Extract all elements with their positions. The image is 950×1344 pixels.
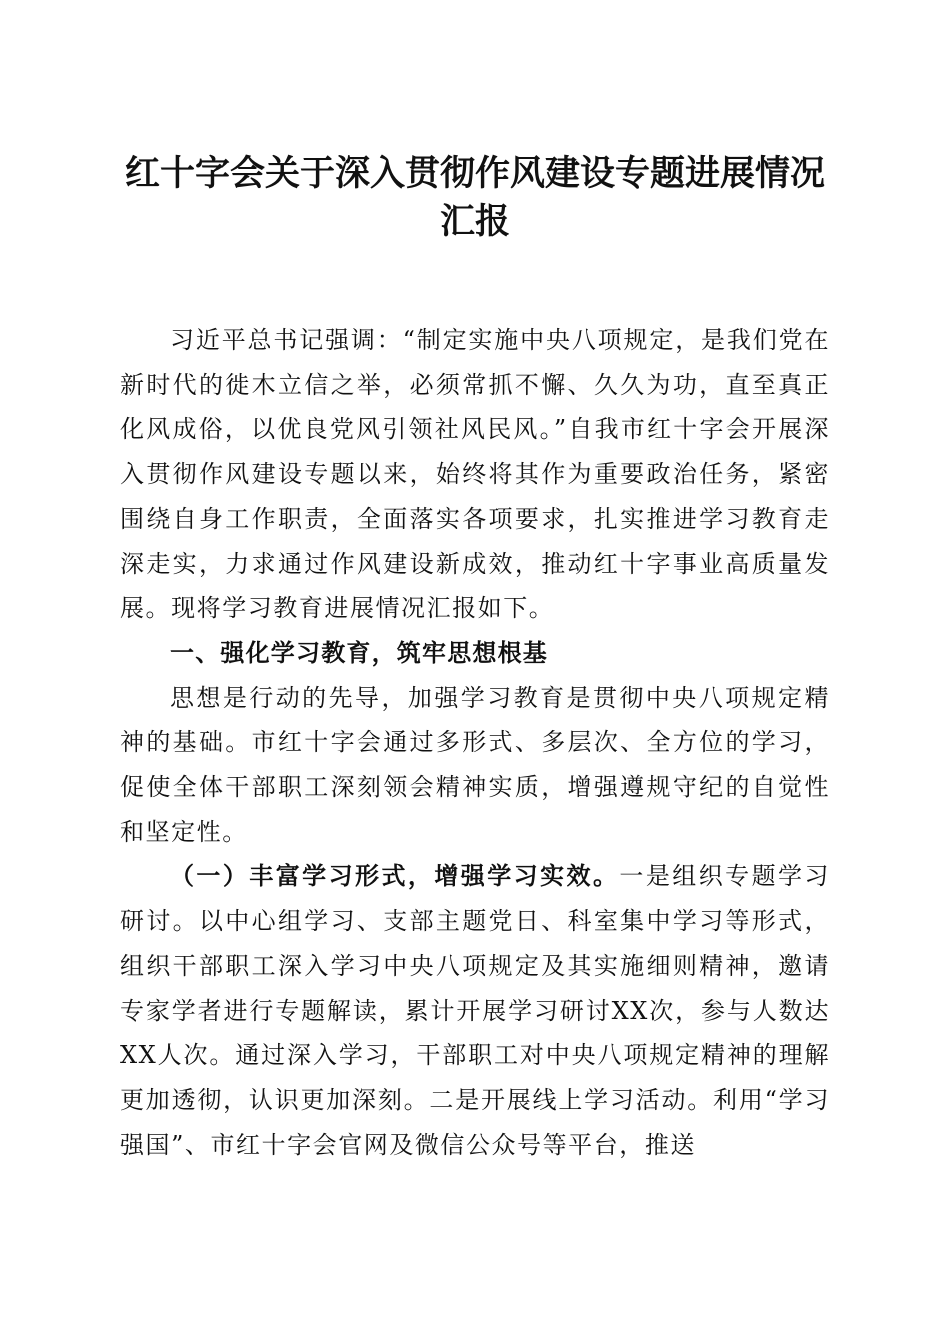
- title-line-1: 红十字会关于深入贯彻作风建设专题进展情况: [124, 153, 825, 194]
- section-1-paragraph: 思想是行动的先导，加强学习教育是贯彻中央八项规定精神的基础。市红十字会通过多形式、多层次、全方位的学习，促使全体干部职工深刻领会精神实质，增强遵规守纪的自觉性和坚定性。: [120, 683, 830, 846]
- subsection-1-text: 一是组织专题学习研讨。以中心组学习、支部主题党日、科室集中学习等形式，组织干部职工深入学习中央八项规定及其实施细则精神，邀请专家学者进行专题解读，累计开展学习研讨XX次，参与人数达XX人次。通过深入学习，干部职工对中央八项规定精神的理解更加透彻，认识更加深刻。二是开展线上学习活动。利用“学习强国”、市红十字会官网及微信公众号等平台，推送: [120, 862, 830, 1159]
- subsection-1-lead: （一）丰富学习形式，增强学习实效。: [170, 861, 620, 891]
- document-title: [110, 150, 840, 246]
- section-heading-1: 一、强化学习教育，筑牢思想根基: [170, 637, 548, 667]
- document-body: [120, 318, 830, 1167]
- subsection-1-paragraph: [120, 854, 830, 1167]
- title-line-2: 汇报: [439, 201, 510, 242]
- intro-paragraph: 习近平总书记强调：“制定实施中央八项规定，是我们党在新时代的徙木立信之举，必须常抓不懈、久久为功，直至真正化风成俗，以优良党风引领社风民风。”自我市红十字会开展深入贯彻作风建设专题以来，始终将其作为重要政治任务，紧密围绕自身工作职责，全面落实各项要求，扎实推进学习教育走深走实，力求通过作风建设新成效，推动红十字事业高质量发展。现将学习教育进展情况汇报如下。: [120, 326, 830, 623]
